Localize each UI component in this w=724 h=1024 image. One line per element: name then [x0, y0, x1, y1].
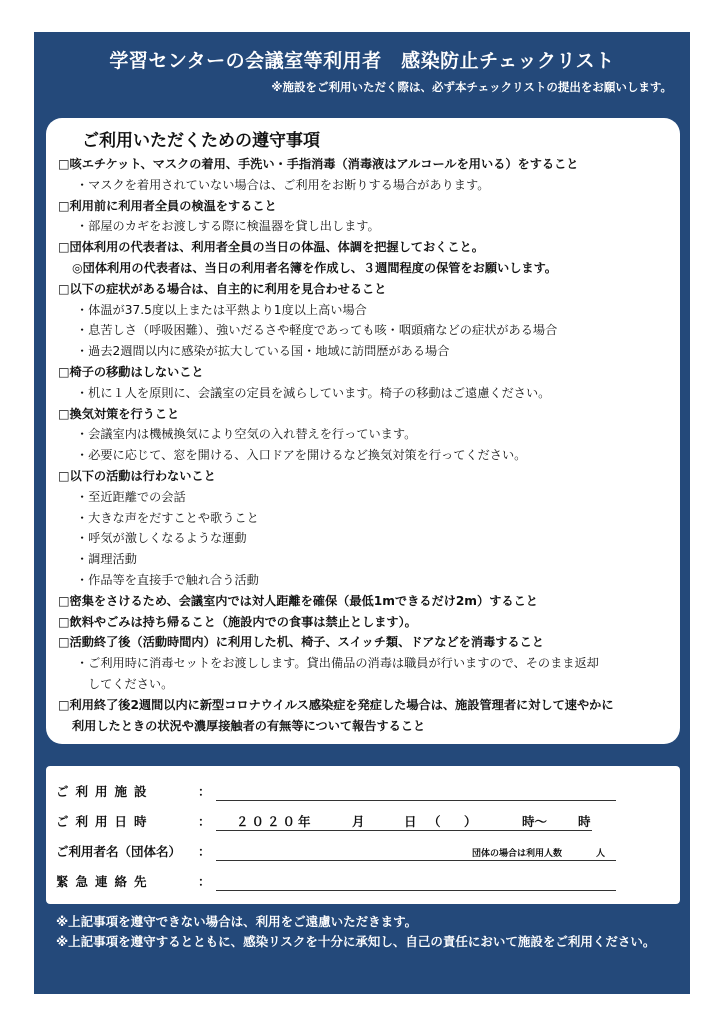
facility-label: ご利用施設	[56, 784, 154, 799]
rule-subitem: ・部屋のカギをお渡しする際に検温器を貸し出します。	[76, 219, 380, 234]
facility-colon: ：	[198, 784, 211, 799]
rule-item: □飲料やごみは持ち帰ること（施設内での食事は禁止とします）。	[58, 614, 417, 629]
date-colon: ：	[198, 814, 211, 829]
rule-subitem: ・ご利用時に消毒セットをお渡しします。貸出備品の消毒は職員が行いますので、そのまま返却	[76, 656, 599, 671]
form-row-facility	[56, 780, 656, 802]
form-row-user	[56, 840, 656, 862]
rule-item: □利用終了後2週間以内に新型コロナウイルス感染症を発症した場合は、施設管理者に対して速やかに	[58, 697, 614, 712]
usage-form	[46, 766, 680, 904]
page-title: 学習センターの会議室等利用者 感染防止チェックリスト	[109, 50, 615, 72]
rule-subitem: ・至近距離での会話	[76, 489, 186, 504]
form-row-contact	[56, 870, 656, 892]
user-label: ご利用者名（団体名）	[56, 844, 182, 859]
rule-item: □椅子の移動はしないこと	[58, 364, 204, 379]
contact-label: 緊急連絡先	[56, 874, 154, 889]
date-year: ２０２０年	[236, 814, 314, 829]
contact-field[interactable]	[216, 890, 616, 891]
rule-item: □咳エチケット、マスクの着用、手洗い・手指消毒（消毒液はアルコールを用いる）をすること	[58, 157, 579, 171]
rule-subitem: ・体温が37.5度以上または平熱より1度以上高い場合	[76, 302, 367, 317]
group-note: 団体の場合は利用人数	[472, 849, 563, 859]
date-field[interactable]	[216, 830, 592, 831]
rule-subitem: ・必要に応じて、窓を開ける、入口ドアを開けるなど換気対策を行ってください。	[76, 448, 527, 463]
date-label: ご利用日時	[56, 814, 154, 829]
rule-subitem: ・マスクを着用されていない場合は、ご利用をお断りする場合があります。	[76, 177, 490, 192]
notes	[56, 912, 676, 952]
date-paren-close: ）	[464, 814, 477, 829]
time-to: 時	[578, 814, 591, 829]
rule-subitem: ・大きな声をだすことや歌うこと	[76, 510, 259, 525]
note-1: ※上記事項を遵守できない場合は、利用をご遠慮いただきます。	[56, 914, 418, 929]
people-unit: 人	[596, 849, 606, 859]
user-colon: ：	[198, 844, 211, 859]
rule-subitem: してください。	[88, 676, 174, 691]
date-paren-open: （	[428, 814, 441, 829]
rule-item: 利用したときの状況や濃厚接触者の有無等について報告すること	[72, 718, 426, 733]
page-subtitle: ※施設をご利用いただく際は、必ず本チェックリストの提出をお願いします。	[271, 80, 672, 94]
rule-item: □以下の症状がある場合は、自主的に利用を見合わせること	[58, 281, 387, 296]
rules-list	[58, 154, 674, 736]
form-row-date	[56, 810, 656, 832]
checklist-frame	[34, 32, 690, 994]
rules-heading: ご利用いただくための遵守事項	[82, 131, 320, 151]
rules-panel	[46, 118, 680, 744]
rule-subitem: ・調理活動	[76, 552, 137, 567]
rule-item: □以下の活動は行わないこと	[58, 468, 216, 483]
time-from: 時～	[522, 814, 548, 829]
rule-item: □活動終了後（活動時間内）に利用した机、椅子、スイッチ類、ドアなどを消毒すること	[58, 635, 544, 650]
rule-item: □団体利用の代表者は、利用者全員の当日の体温、体調を把握しておくこと。	[58, 240, 484, 255]
rule-item: □利用前に利用者全員の検温をすること	[58, 198, 277, 213]
date-month: 月	[352, 814, 365, 829]
date-day: 日	[404, 814, 417, 829]
user-field[interactable]	[216, 860, 616, 861]
facility-field[interactable]	[216, 800, 616, 801]
rule-subitem: ・作品等を直接手で触れ合う活動	[76, 572, 259, 587]
rule-subitem: ・会議室内は機械換気により空気の入れ替えを行っています。	[76, 427, 417, 442]
rule-subitem: ・過去2週間以内に感染が拡大している国・地域に訪問歴がある場合	[76, 344, 450, 359]
rule-subitem: ・机に１人を原則に、会議室の定員を減らしています。椅子の移動はご遠慮ください。	[76, 385, 551, 400]
contact-colon: ：	[198, 874, 211, 889]
rule-item: □換気対策を行うこと	[58, 406, 180, 421]
rule-subitem: ・呼気が激しくなるような運動	[76, 531, 247, 546]
rule-subitem: ・息苦しさ（呼吸困難）、強いだるさや軽度であっても咳・咽頭痛などの症状がある場合	[76, 323, 558, 338]
rule-item: □密集をさけるため、会議室内では対人距離を確保（最低1mできるだけ2m）すること	[58, 593, 538, 608]
note-2: ※上記事項を遵守するとともに、感染リスクを十分に承知し、自己の責任において施設をご利用ください。	[56, 934, 656, 949]
rule-item: ◎団体利用の代表者は、当日の利用者名簿を作成し、３週間程度の保管をお願いします。	[72, 260, 557, 275]
